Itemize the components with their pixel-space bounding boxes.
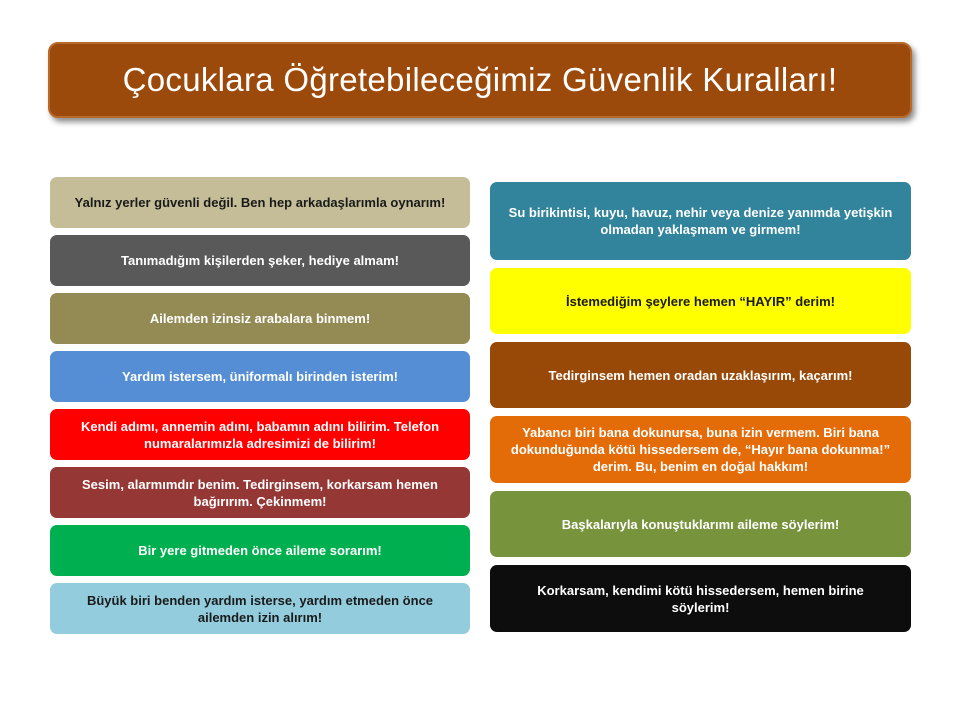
rule-box-left-1 [50, 177, 470, 228]
rule-text: Yardım istersem, üniformalı birinden isterim! [122, 369, 398, 384]
rule-box-right-4 [490, 416, 911, 483]
rule-text: İstemediğim şeylere hemen “HAYIR” derim! [565, 293, 835, 309]
rule-box-right-5 [490, 491, 911, 557]
rule-box-right-6 [490, 565, 911, 632]
rule-text: Su birikintisi, kuyu, havuz, nehir veya denize yanımda yetişkin olmadan yaklaşmam ve girmem! [508, 205, 893, 237]
rule-text: Kendi adımı, annemin adını, babamın adını bilirim. Telefon numaralarımızla adresimizi de bilirim! [80, 418, 440, 451]
rule-text: Ailemden izinsiz arabalara binmem! [149, 311, 371, 326]
rule-box-right-2 [490, 268, 911, 334]
rule-text: Korkarsam, kendimi kötü hissedersem, hemen birine söylerim! [537, 582, 864, 615]
rule-box-left-5 [50, 409, 470, 460]
rule-text: Bir yere gitmeden önce aileme sorarım! [138, 543, 382, 558]
rule-box-left-6 [50, 467, 470, 518]
rule-text: Yabancı biri bana dokunursa, buna izin vermem. Biri bana dokunduğunda kötü hissedersem de, “Hayır bana dokunma!” derim. Bu, benim en doğal hakkım! [510, 425, 891, 474]
rule-box-right-3 [490, 342, 911, 408]
rule-text: Tanımadığım kişilerden şeker, hediye almam! [121, 253, 399, 268]
rule-box-left-3 [50, 293, 470, 344]
rule-box-right-1 [490, 182, 911, 260]
rule-box-left-2 [50, 235, 470, 286]
rule-text: Sesim, alarmımdır benim. Tedirginsem, korkarsam hemen bağırırım. Çekinmem! [82, 476, 438, 509]
rule-box-left-8 [50, 583, 470, 634]
rule-box-left-4 [50, 351, 470, 402]
rule-text: Başkalarıyla konuştuklarımı aileme söylerim! [561, 516, 840, 532]
rule-box-left-7 [50, 525, 470, 576]
title-banner [48, 42, 912, 118]
rule-text: Büyük biri benden yardım isterse, yardım etmeden önce ailemden izin alırım! [86, 592, 434, 625]
rule-text: Yalnız yerler güvenli değil. Ben hep arkadaşlarımla oynarım! [74, 195, 446, 210]
page-title: Çocuklara Öğretebileceğimiz Güvenlik Kuralları! [122, 61, 838, 98]
rule-text: Tedirginsem hemen oradan uzaklaşırım, kaçarım! [548, 367, 853, 383]
